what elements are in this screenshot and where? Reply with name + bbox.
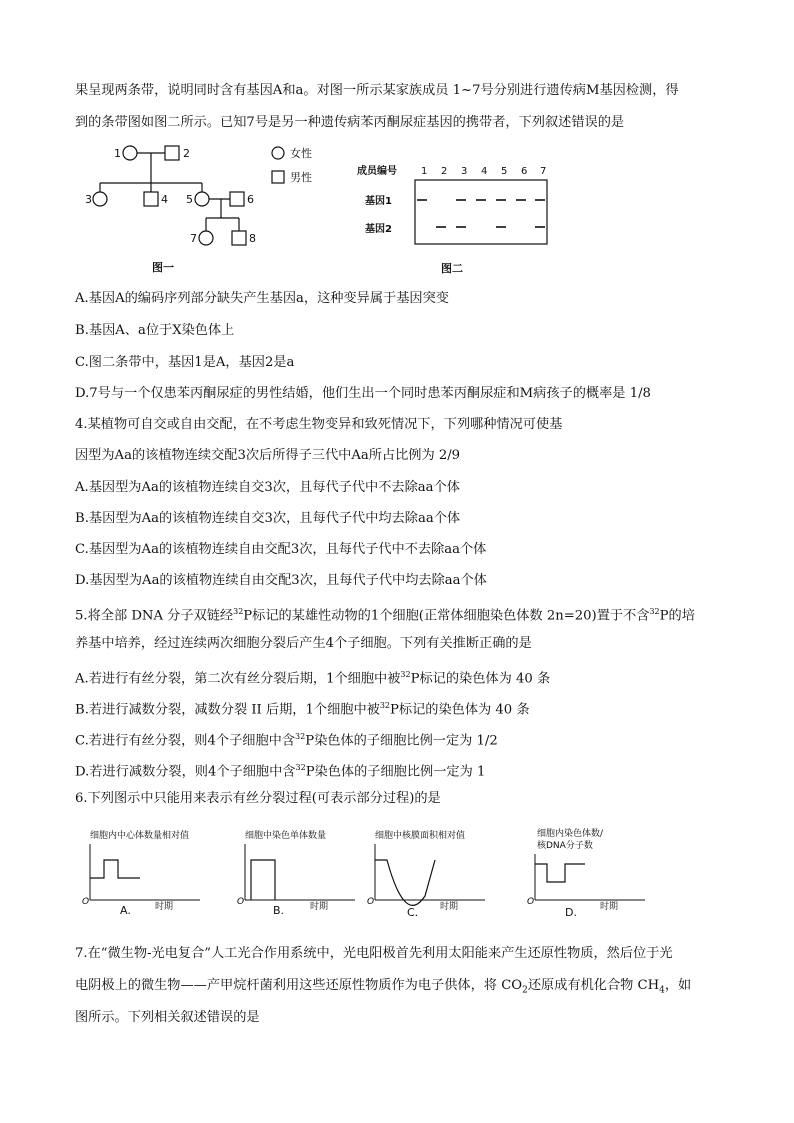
q4-option-c: C.基因型为Aa的该植物连续自由交配3次，且每代子代中不去除aa个体 [75, 542, 487, 557]
graph-d-xlabel: 时期 [600, 902, 619, 912]
graph-a [80, 826, 230, 921]
q3-option-c: C.图二条带中，基因1是A，基因2是a [75, 355, 295, 370]
q5-option-a: A.若进行有丝分裂，第二次有丝分裂后期，1个细胞中被$^{32}$P标记的染色体为 40 条 [75, 670, 551, 687]
lane-7: 7 [540, 166, 547, 177]
q4-option-b: B.基因型为Aa的该植物连续自交3次，且每代子代中均去除aa个体 [75, 511, 461, 526]
graph-b-origin: O [237, 897, 245, 907]
q7-line-3: 图所示。下列相关叙述错误的是 [75, 1010, 260, 1025]
member-2-male [165, 146, 179, 160]
member-4-male [144, 192, 158, 206]
label-3: 3 [85, 193, 92, 206]
q4-option-a: A.基因型为Aa的该植物连续自交3次，且每代子代中不去除aa个体 [75, 480, 460, 495]
q5-option-b: B.若进行减数分裂，减数分裂 II 后期，1个细胞中被$^{32}$P标记的染色体为 40 条 [75, 701, 530, 718]
graph-c [365, 826, 515, 921]
member-3-female [93, 192, 107, 206]
graph-a-xlabel: 时期 [155, 902, 174, 912]
lane-1: 1 [421, 166, 428, 177]
lane-5: 5 [501, 166, 508, 177]
graph-c-letter: C. [407, 906, 419, 919]
graph-b-title: 细胞中染色单体数量 [245, 831, 327, 841]
q3-option-b: B.基因A、a位于X染色体上 [75, 323, 235, 338]
q5-option-c: C.若进行有丝分裂，则4个子细胞中含$^{32}$P染色体的子细胞比例一定为 1/2 [75, 732, 498, 749]
q5-option-d: D.若进行减数分裂，则4个子细胞中含$^{32}$P染色体的子细胞比例一定为 1 [75, 763, 486, 780]
graph-d-curve [535, 864, 585, 882]
q4-option-d: D.基因型为Aa的该植物连续自由交配3次，且每代子代中均去除aa个体 [75, 573, 487, 588]
member-5-female [195, 192, 209, 206]
lane-2: 2 [441, 166, 448, 177]
graph-d-title-1: 细胞内染色体数/ [537, 829, 604, 839]
fig2-caption: 图二 [441, 262, 463, 275]
q5-stem-1: 5.将全部 DNA 分子双链经$^{32}$P标记的某雄性动物的1个细胞(正常体细胞染色体数 2n=20)置于不含$^{32}$P的培 [75, 607, 695, 624]
gene1-label: 基因1 [365, 196, 392, 207]
label-2: 2 [183, 147, 190, 160]
graph-b [235, 826, 385, 921]
graph-c-xlabel: 时期 [440, 902, 459, 912]
legend-female-label: 女性 [290, 147, 312, 160]
q4-stem-2: 因型为Aa的该植物连续交配3次后所得子三代中Aa所占比例为 2/9 [75, 448, 461, 463]
graph-a-curve [90, 860, 140, 878]
graph-c-curve [375, 860, 435, 905]
lane-4: 4 [481, 166, 488, 177]
label-5: 5 [186, 193, 193, 206]
q4-stem-1: 4.某植物可自交或自由交配，在不考虑生物变异和致死情况下，下列哪种情况可使基 [75, 417, 563, 432]
q3-option-d: D.7号与一个仅患苯丙酮尿症的男性结婚，他们生出一个同时患苯丙酮尿症和M病孩子的概率是 1/8 [75, 386, 651, 401]
gel-box [415, 180, 547, 244]
legend-female-symbol [272, 147, 284, 159]
q5-stem-2: 养基中培养，经过连续两次细胞分裂后产生4个子细胞。下列有关推断正确的是 [75, 636, 532, 651]
graph-b-xlabel: 时期 [310, 902, 329, 912]
intro-line-1: 果呈现两条带，说明同时含有基因A和a。对图一所示某家族成员 1~7号分别进行遗传病M基因检测，得 [75, 83, 679, 98]
graph-a-letter: A. [120, 904, 131, 917]
graph-d-title-2: 核DNA分子数 [537, 841, 593, 851]
q7-line-1: 7.在“微生物-光电复合”人工光合作用系统中，光电阳极首先利用太阳能来产生还原性物质，然后位于光 [75, 946, 673, 961]
member-7-female [199, 231, 213, 245]
gel-chart [355, 160, 555, 278]
graph-b-curve [251, 860, 275, 900]
graph-d [525, 826, 675, 921]
graph-d-letter: D. [565, 906, 577, 919]
pedigree-chart [80, 138, 340, 278]
label-6: 6 [247, 193, 254, 206]
graph-c-title: 细胞中核膜面积相对值 [375, 831, 466, 841]
graph-a-title: 细胞内中心体数量相对值 [90, 831, 190, 841]
gel-header: 成员编号 [357, 166, 397, 177]
graph-b-letter: B. [273, 904, 285, 917]
member-8-male [232, 231, 246, 245]
intro-line-2: 到的条带图如图二所示。已知7号是另一种遗传病苯丙酮尿症基因的携带者，下列叙述错误的是 [75, 115, 625, 130]
member-1-female [123, 146, 137, 160]
graph-a-origin: O [82, 897, 90, 907]
legend-male-label: 男性 [290, 171, 312, 184]
graph-d-origin: O [527, 897, 535, 907]
gene2-label: 基因2 [365, 224, 392, 235]
legend-male-symbol [272, 171, 284, 183]
label-1: 1 [114, 147, 121, 160]
q3-option-a: A.基因A的编码序列部分缺失产生基因a，这种变异属于基因突变 [75, 291, 449, 306]
label-4: 4 [161, 193, 168, 206]
member-6-male [230, 192, 244, 206]
lane-3: 3 [461, 166, 468, 177]
fig1-caption: 图一 [152, 261, 174, 274]
label-8: 8 [249, 232, 256, 245]
graph-c-origin: O [367, 897, 375, 907]
lane-6: 6 [521, 166, 528, 177]
q6-stem: 6.下列图示中只能用来表示有丝分裂过程(可表示部分过程)的是 [75, 791, 441, 806]
q7-line-2: 电阴极上的微生物——产甲烷杆菌利用这些还原性物质作为电子供体，将 $CO_2$还原成有机化合物 $CH_4$，如 [75, 978, 692, 996]
label-7: 7 [190, 232, 197, 245]
